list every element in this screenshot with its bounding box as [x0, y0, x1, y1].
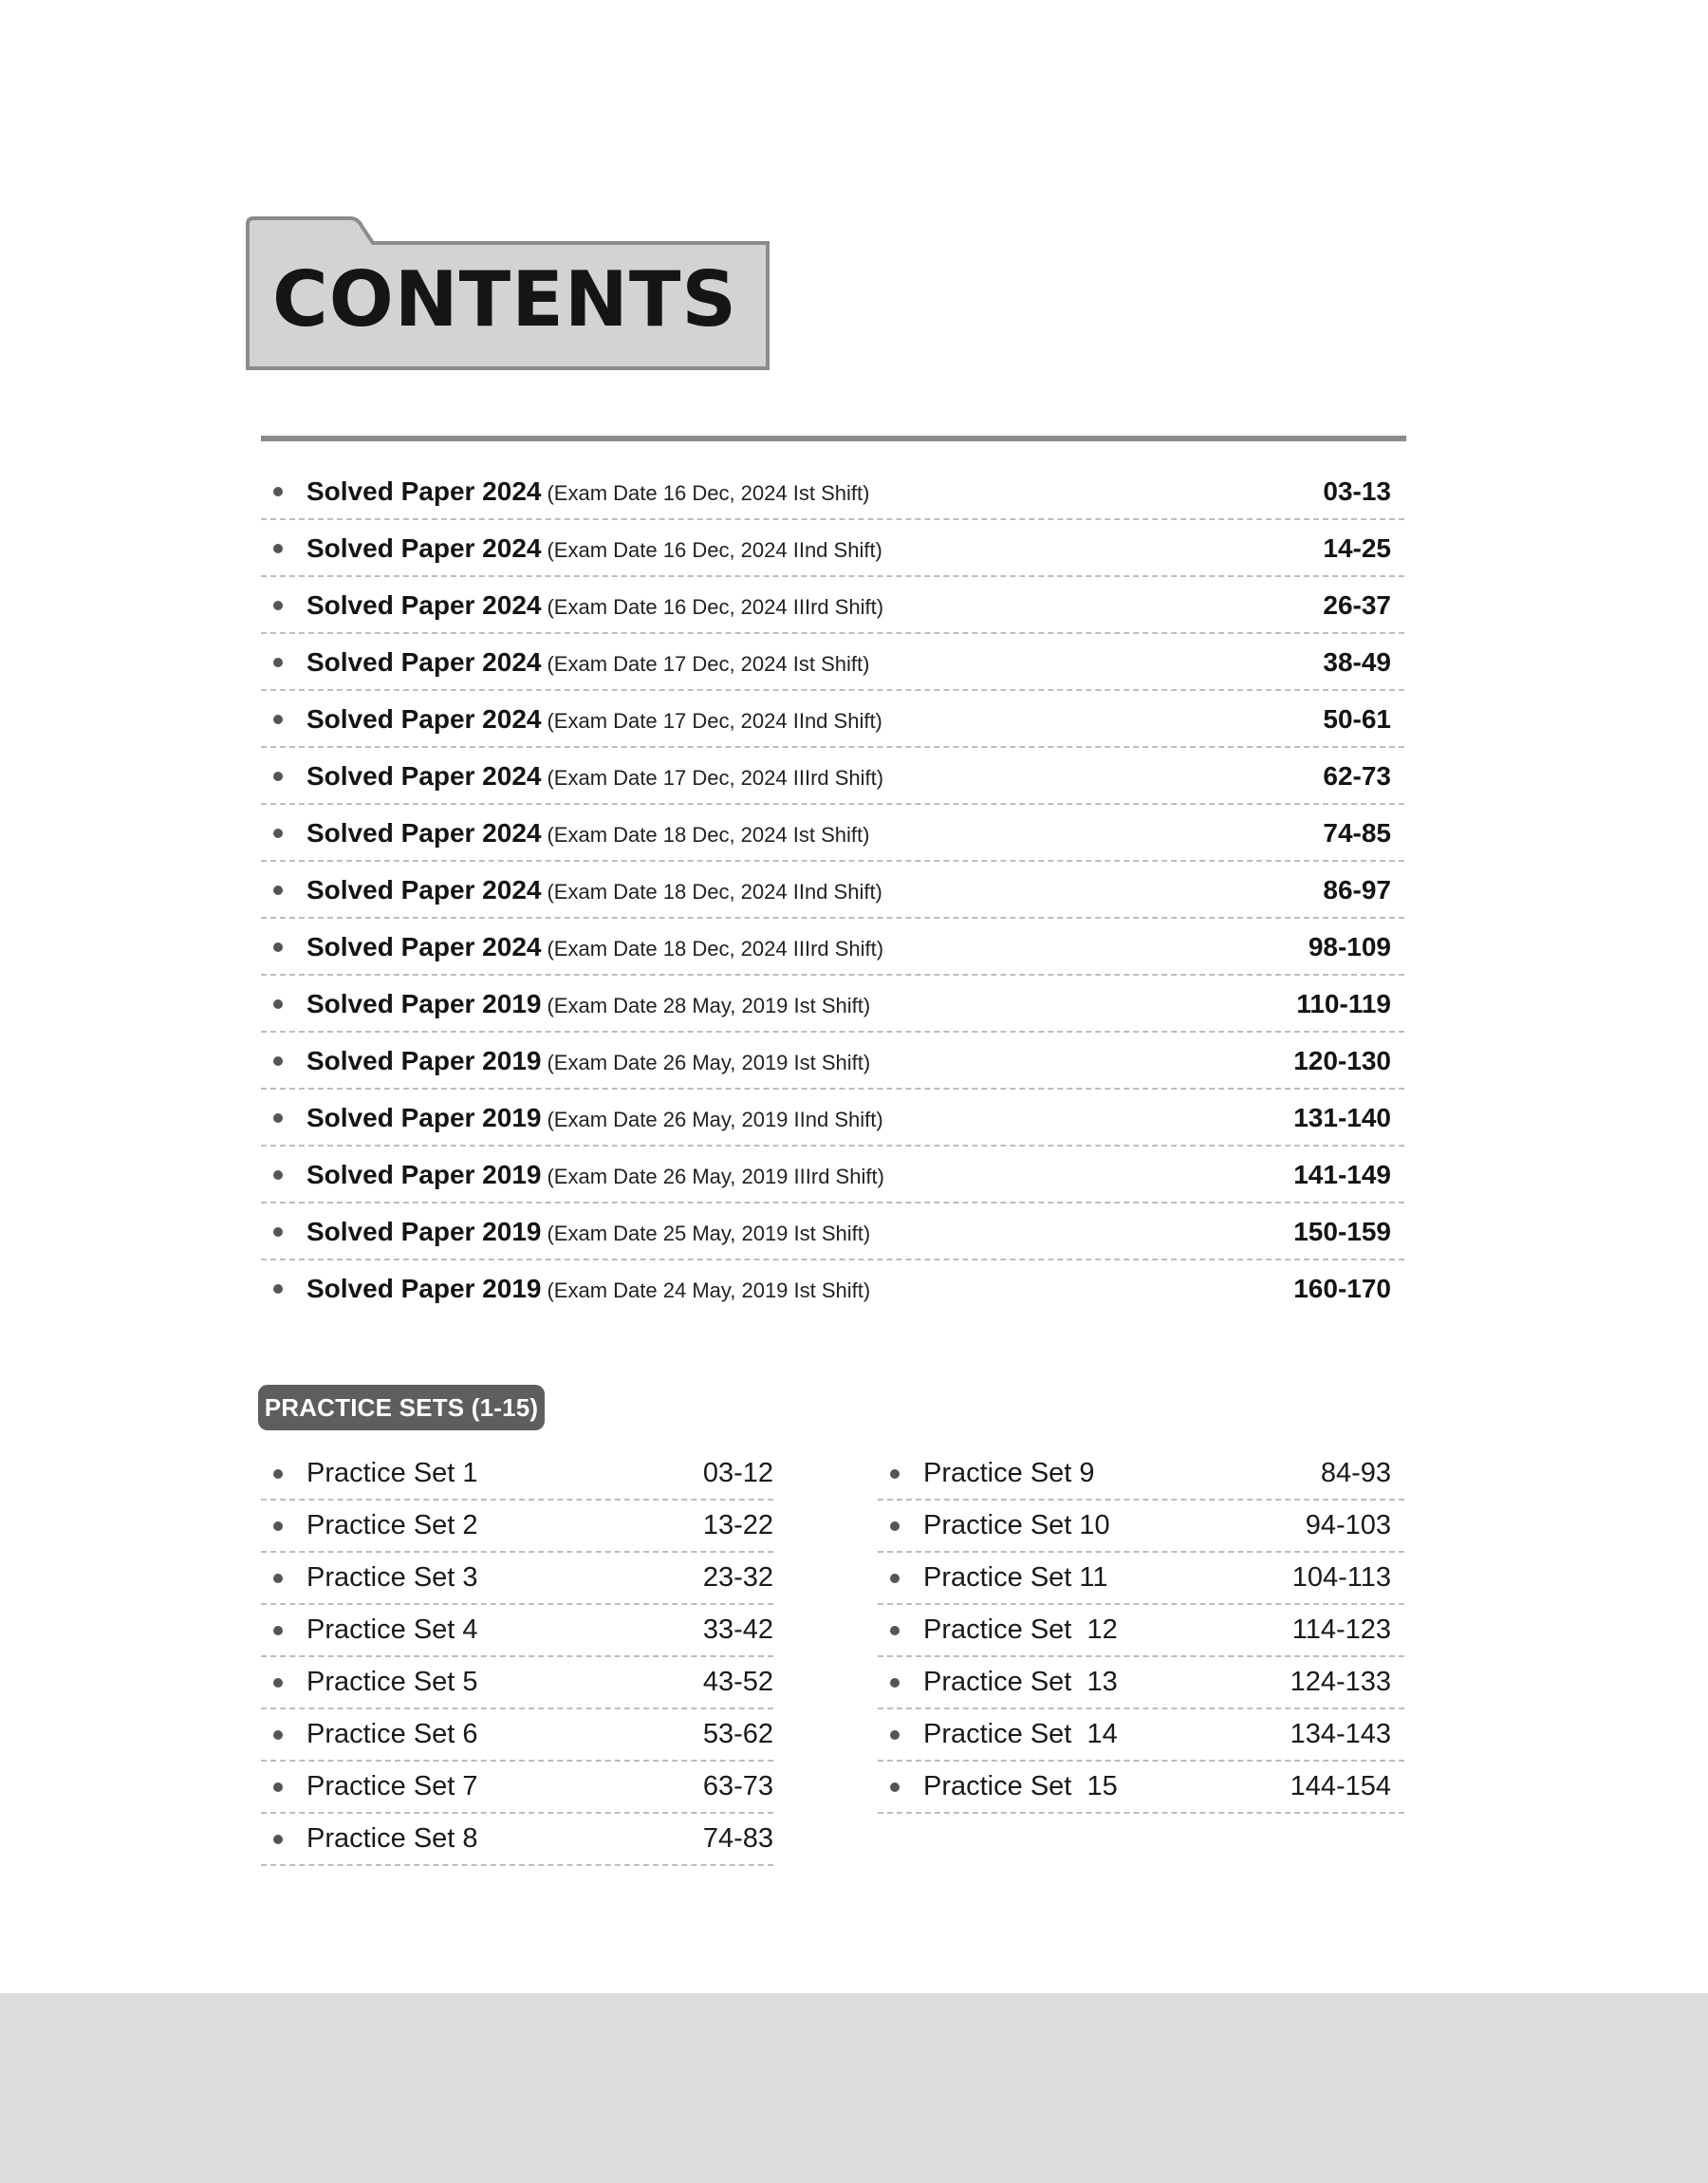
paper-title: Solved Paper 2019 (Exam Date 28 May, 2019 Ist Shift): [306, 989, 871, 1018]
solved-paper-row[interactable]: [261, 1203, 1404, 1260]
paper-title: Solved Paper 2024 (Exam Date 16 Dec, 2024 IIIrd Shift): [306, 590, 884, 620]
solved-paper-row[interactable]: [261, 1090, 1404, 1147]
bullet-icon: [273, 999, 283, 1009]
bullet-icon: [273, 715, 283, 724]
page-range: 26-37: [1323, 590, 1391, 620]
bullet-icon: [890, 1782, 900, 1792]
page-range: 131-140: [1293, 1103, 1391, 1132]
page-range: 62-73: [1323, 761, 1391, 791]
practice-set-title: Practice Set 2: [306, 1510, 478, 1540]
page-range: 110-119: [1296, 989, 1391, 1018]
solved-paper-row[interactable]: [261, 748, 1404, 805]
paper-title: Solved Paper 2019 (Exam Date 26 May, 2019 IIIrd Shift): [306, 1160, 884, 1189]
practice-set-title: Practice Set 14: [923, 1719, 1118, 1749]
page-range: 33-42: [702, 1614, 773, 1645]
bullet-icon: [273, 1113, 283, 1123]
page-range: 74-83: [702, 1823, 773, 1854]
practice-set-row[interactable]: [878, 1605, 1404, 1657]
bullet-icon: [273, 1056, 283, 1066]
paper-exam-date: (Exam Date 24 May, 2019 Ist Shift): [547, 1278, 871, 1302]
bullet-icon: [273, 544, 283, 553]
page-range: 13-22: [702, 1510, 773, 1540]
paper-title: Solved Paper 2024 (Exam Date 16 Dec, 2024 Ist Shift): [306, 476, 870, 506]
bullet-icon: [273, 658, 283, 667]
page-title: CONTENTS: [272, 255, 738, 344]
paper-exam-date: (Exam Date 16 Dec, 2024 Ist Shift): [547, 481, 870, 505]
practice-set-title: Practice Set 11: [923, 1562, 1108, 1593]
solved-paper-row[interactable]: [261, 862, 1404, 919]
practice-set-row[interactable]: [261, 1814, 773, 1866]
practice-set-row[interactable]: [878, 1501, 1404, 1553]
page-range: 141-149: [1293, 1160, 1391, 1189]
practice-set-title: Practice Set 4: [306, 1614, 478, 1645]
page-range: 53-62: [702, 1719, 773, 1749]
page-range: 144-154: [1290, 1771, 1391, 1801]
paper-title: Solved Paper 2024 (Exam Date 18 Dec, 2024 IIIrd Shift): [306, 932, 884, 961]
bullet-icon: [273, 1170, 283, 1180]
paper-exam-date: (Exam Date 26 May, 2019 IInd Shift): [547, 1108, 883, 1131]
page-range: 38-49: [1323, 647, 1391, 677]
paper-exam-date: (Exam Date 17 Dec, 2024 Ist Shift): [547, 652, 870, 676]
contents-folder-tab: [246, 216, 771, 370]
practice-set-row[interactable]: [261, 1657, 773, 1709]
practice-set-title: Practice Set 3: [306, 1562, 478, 1593]
bullet-icon: [890, 1678, 900, 1688]
bullet-icon: [273, 1730, 283, 1740]
bullet-icon: [273, 829, 283, 838]
paper-exam-date: (Exam Date 17 Dec, 2024 IIIrd Shift): [547, 766, 884, 790]
bullet-icon: [273, 1574, 283, 1583]
solved-paper-row[interactable]: [261, 1260, 1404, 1317]
bullet-icon: [273, 886, 283, 895]
practice-set-title: Practice Set 10: [923, 1510, 1110, 1540]
practice-sets-right-column: [878, 1448, 1404, 1814]
bullet-icon: [890, 1521, 900, 1531]
bullet-icon: [890, 1469, 900, 1479]
paper-title: Solved Paper 2019 (Exam Date 26 May, 2019 Ist Shift): [306, 1046, 871, 1075]
paper-title: Solved Paper 2024 (Exam Date 17 Dec, 2024 IIIrd Shift): [306, 761, 884, 791]
page-range: 120-130: [1293, 1046, 1391, 1075]
practice-set-row[interactable]: [261, 1553, 773, 1605]
solved-paper-row[interactable]: [261, 919, 1404, 976]
top-divider: [261, 436, 1406, 441]
paper-title: Solved Paper 2024 (Exam Date 18 Dec, 2024 Ist Shift): [306, 818, 870, 848]
practice-set-title: Practice Set 12: [923, 1614, 1118, 1645]
practice-set-title: Practice Set 8: [306, 1823, 478, 1854]
page-range: 03-12: [702, 1458, 773, 1488]
paper-title: Solved Paper 2024 (Exam Date 17 Dec, 2024 Ist Shift): [306, 647, 870, 677]
page-range: 134-143: [1290, 1719, 1391, 1749]
practice-set-row[interactable]: [261, 1762, 773, 1814]
bullet-icon: [273, 1626, 283, 1635]
practice-sets-left-column: [261, 1448, 773, 1866]
paper-title: Solved Paper 2024 (Exam Date 16 Dec, 2024 IInd Shift): [306, 533, 882, 563]
bullet-icon: [273, 772, 283, 781]
practice-set-title: Practice Set 6: [306, 1719, 478, 1749]
paper-title: Solved Paper 2024 (Exam Date 17 Dec, 2024 IInd Shift): [306, 704, 882, 734]
practice-set-row[interactable]: [878, 1762, 1404, 1814]
bullet-icon: [273, 487, 283, 496]
practice-set-row[interactable]: [878, 1657, 1404, 1709]
solved-paper-row[interactable]: [261, 1147, 1404, 1203]
solved-papers-list: [261, 463, 1404, 1317]
bullet-icon: [890, 1626, 900, 1635]
practice-set-title: Practice Set 5: [306, 1667, 478, 1697]
bullet-icon: [273, 1521, 283, 1531]
practice-set-title: Practice Set 1: [306, 1458, 478, 1488]
page-range: 43-52: [702, 1667, 773, 1697]
page-range: 03-13: [1323, 476, 1391, 506]
practice-set-row[interactable]: [878, 1448, 1404, 1501]
solved-paper-row[interactable]: [261, 634, 1404, 691]
solved-paper-row[interactable]: [261, 520, 1404, 577]
paper-exam-date: (Exam Date 26 May, 2019 IIIrd Shift): [547, 1165, 884, 1188]
paper-exam-date: (Exam Date 25 May, 2019 Ist Shift): [547, 1222, 871, 1245]
paper-exam-date: (Exam Date 28 May, 2019 Ist Shift): [547, 994, 871, 1017]
practice-set-row[interactable]: [261, 1501, 773, 1553]
bullet-icon: [273, 601, 283, 610]
solved-paper-row[interactable]: [261, 1033, 1404, 1090]
bullet-icon: [890, 1730, 900, 1740]
practice-set-row[interactable]: [261, 1709, 773, 1762]
practice-set-row[interactable]: [261, 1448, 773, 1501]
paper-exam-date: (Exam Date 16 Dec, 2024 IInd Shift): [547, 538, 882, 562]
solved-paper-row[interactable]: [261, 691, 1404, 748]
practice-set-title: Practice Set 9: [923, 1458, 1095, 1488]
paper-title: Solved Paper 2024 (Exam Date 18 Dec, 2024 IInd Shift): [306, 875, 882, 905]
page-range: 14-25: [1323, 533, 1391, 563]
page-range: 86-97: [1323, 875, 1391, 905]
page-range: 98-109: [1308, 932, 1391, 961]
practice-set-row[interactable]: [878, 1553, 1404, 1605]
paper-exam-date: (Exam Date 18 Dec, 2024 Ist Shift): [547, 823, 870, 847]
bullet-icon: [273, 1284, 283, 1294]
paper-exam-date: (Exam Date 26 May, 2019 Ist Shift): [547, 1051, 871, 1074]
solved-paper-row[interactable]: [261, 976, 1404, 1033]
page-range: 160-170: [1293, 1274, 1391, 1303]
page-range: 94-103: [1305, 1510, 1391, 1540]
bullet-icon: [273, 1227, 283, 1237]
paper-exam-date: (Exam Date 18 Dec, 2024 IInd Shift): [547, 880, 882, 904]
bullet-icon: [890, 1574, 900, 1583]
paper-title: Solved Paper 2019 (Exam Date 26 May, 2019 IInd Shift): [306, 1103, 883, 1132]
page-range: 150-159: [1293, 1217, 1391, 1246]
solved-paper-row[interactable]: [261, 805, 1404, 862]
page-range: 104-113: [1291, 1562, 1391, 1593]
page-range: 63-73: [702, 1771, 773, 1801]
practice-set-row[interactable]: [261, 1605, 773, 1657]
page-range: 124-133: [1290, 1667, 1391, 1697]
paper-exam-date: (Exam Date 18 Dec, 2024 IIIrd Shift): [547, 937, 884, 961]
paper-title: Solved Paper 2019 (Exam Date 25 May, 2019 Ist Shift): [306, 1217, 871, 1246]
practice-set-row[interactable]: [878, 1709, 1404, 1762]
practice-sets-heading: PRACTICE SETS (1-15): [258, 1385, 545, 1430]
solved-paper-row[interactable]: [261, 463, 1404, 520]
page-range: 50-61: [1323, 704, 1391, 734]
page-range: 23-32: [702, 1562, 773, 1593]
practice-set-title: Practice Set 13: [923, 1667, 1118, 1697]
page-range: 114-123: [1291, 1614, 1391, 1645]
footer-band: [0, 1993, 1708, 2183]
solved-paper-row[interactable]: [261, 577, 1404, 634]
bullet-icon: [273, 1678, 283, 1688]
practice-set-title: Practice Set 7: [306, 1771, 478, 1801]
bullet-icon: [273, 942, 283, 952]
paper-exam-date: (Exam Date 17 Dec, 2024 IInd Shift): [547, 709, 882, 733]
page-range: 74-85: [1323, 818, 1391, 848]
bullet-icon: [273, 1782, 283, 1792]
paper-exam-date: (Exam Date 16 Dec, 2024 IIIrd Shift): [547, 595, 884, 619]
page-range: 84-93: [1320, 1458, 1391, 1488]
bullet-icon: [273, 1835, 283, 1844]
bullet-icon: [273, 1469, 283, 1479]
practice-set-title: Practice Set 15: [923, 1771, 1118, 1801]
paper-title: Solved Paper 2019 (Exam Date 24 May, 2019 Ist Shift): [306, 1274, 871, 1303]
